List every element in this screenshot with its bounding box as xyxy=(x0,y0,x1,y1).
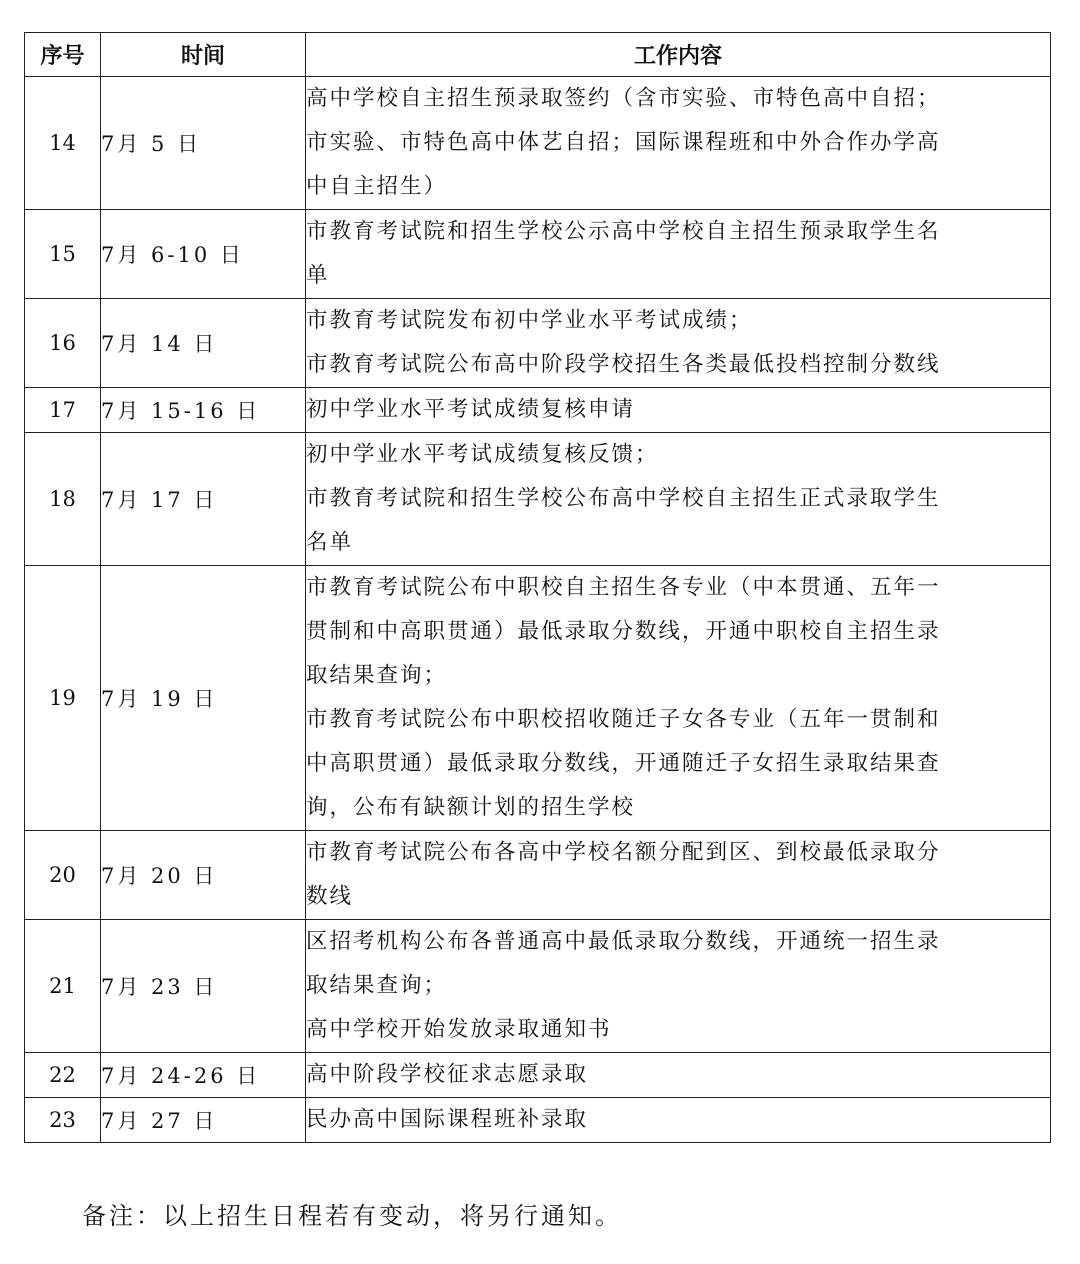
table-row xyxy=(25,1053,1051,1098)
row-seq: 15 xyxy=(25,210,101,299)
table-row xyxy=(25,210,1051,299)
row-content xyxy=(306,566,1051,831)
row-time: 7月 15-16 日 xyxy=(101,388,306,433)
content-line: 初中学业水平考试成绩复核反馈； xyxy=(306,442,659,467)
content-line: 取结果查询； xyxy=(306,663,448,688)
row-time: 7月 20 日 xyxy=(101,831,306,920)
header-seq: 序号 xyxy=(25,33,101,77)
row-seq: 16 xyxy=(25,299,101,388)
row-content xyxy=(306,433,1051,566)
row-content xyxy=(306,388,1051,433)
content-line: 市教育考试院公布各高中学校名额分配到区、到校最低录取分 xyxy=(306,840,941,865)
row-time: 7月 17 日 xyxy=(101,433,306,566)
table-row xyxy=(25,77,1051,210)
row-seq: 22 xyxy=(25,1053,101,1098)
header-content: 工作内容 xyxy=(306,33,1051,77)
table-header-row xyxy=(25,33,1051,77)
table-row xyxy=(25,831,1051,920)
table-row xyxy=(25,388,1051,433)
content-line: 市教育考试院公布高中阶段学校招生各类最低投档控制分数线 xyxy=(306,352,941,377)
row-time: 7月 14 日 xyxy=(101,299,306,388)
content-line: 民办高中国际课程班补录取 xyxy=(306,1107,589,1132)
content-line: 市教育考试院和招生学校公布高中学校自主招生正式录取学生 xyxy=(306,486,941,511)
content-line: 中自主招生） xyxy=(306,174,448,199)
table-row xyxy=(25,566,1051,831)
enrollment-schedule-table xyxy=(24,32,1051,1143)
row-time: 7月 27 日 xyxy=(101,1098,306,1143)
content-line: 数线 xyxy=(306,884,354,909)
row-seq: 20 xyxy=(25,831,101,920)
content-line: 区招考机构公布各普通高中最低录取分数线，开通统一招生录 xyxy=(306,929,941,954)
content-line: 取结果查询； xyxy=(306,973,448,998)
row-seq: 19 xyxy=(25,566,101,831)
row-time: 7月 6-10 日 xyxy=(101,210,306,299)
content-line: 市实验、市特色高中体艺自招；国际课程班和中外合作办学高 xyxy=(306,130,941,155)
content-line: 询，公布有缺额计划的招生学校 xyxy=(306,795,636,820)
row-content xyxy=(306,831,1051,920)
row-content xyxy=(306,210,1051,299)
content-line: 市教育考试院发布初中学业水平考试成绩； xyxy=(306,308,753,333)
table-row xyxy=(25,299,1051,388)
table-row xyxy=(25,433,1051,566)
row-time: 7月 23 日 xyxy=(101,920,306,1053)
header-time: 时间 xyxy=(101,33,306,77)
row-time: 7月 24-26 日 xyxy=(101,1053,306,1098)
row-content xyxy=(306,1098,1051,1143)
row-time: 7月 19 日 xyxy=(101,566,306,831)
row-seq: 14 xyxy=(25,77,101,210)
row-content xyxy=(306,920,1051,1053)
row-content xyxy=(306,299,1051,388)
content-line: 贯制和中高职贯通）最低录取分数线，开通中职校自主招生录 xyxy=(306,619,941,644)
row-time: 7月 5 日 xyxy=(101,77,306,210)
table-row xyxy=(25,1098,1051,1143)
row-content xyxy=(306,77,1051,210)
content-line: 高中学校开始发放录取通知书 xyxy=(306,1017,612,1042)
row-seq: 18 xyxy=(25,433,101,566)
content-line: 市教育考试院和招生学校公示高中学校自主招生预录取学生名 xyxy=(306,219,941,244)
content-line: 名单 xyxy=(306,530,354,555)
content-line: 单 xyxy=(306,263,330,288)
row-seq: 23 xyxy=(25,1098,101,1143)
content-line: 市教育考试院公布中职校招收随迁子女各专业（五年一贯制和 xyxy=(306,707,941,732)
row-seq: 17 xyxy=(25,388,101,433)
content-line: 中高职贯通）最低录取分数线，开通随迁子女招生录取结果查 xyxy=(306,751,941,776)
row-seq: 21 xyxy=(25,920,101,1053)
content-line: 高中阶段学校征求志愿录取 xyxy=(306,1062,589,1087)
footnote: 备注：以上招生日程若有变动，将另行通知。 xyxy=(82,1202,622,1230)
table-row xyxy=(25,920,1051,1053)
content-line: 市教育考试院公布中职校自主招生各专业（中本贯通、五年一 xyxy=(306,575,941,600)
content-line: 初中学业水平考试成绩复核申请 xyxy=(306,397,636,422)
content-line: 高中学校自主招生预录取签约（含市实验、市特色高中自招； xyxy=(306,86,941,111)
row-content xyxy=(306,1053,1051,1098)
table-body xyxy=(25,77,1051,1143)
